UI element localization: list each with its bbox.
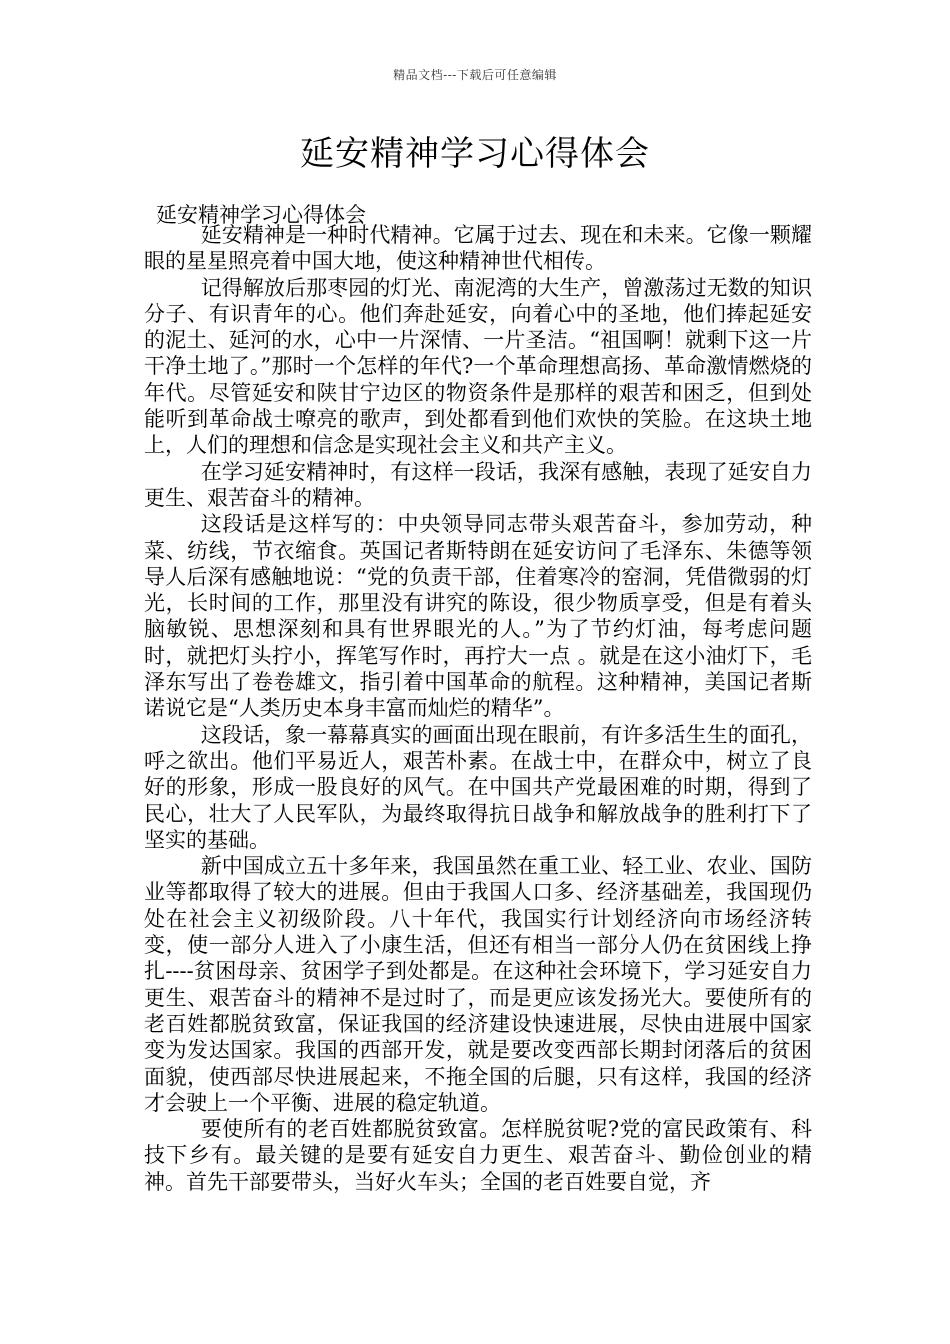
paragraph: 新中国成立五十多年来，我国虽然在重工业、轻工业、农业、国防业等都取得了较大的进展。但由于我国人口多、经济基础差，我国现仍处在社会主义初级阶段。八十年代，我国实行计划经济向市场经济转变，使一部分人进入了小康生活，但还有相当一部分人仍在贫困线上挣扎----贫困母亲、贫困学子到处都是。在这种社会环境下，学习延安自力更生、艰苦奋斗的精神不是过时了，而是更应该发扬光大。要使所有的老百姓都脱贫致富，保证我国的经济建设快速进展，尽快由进展中国家变为发达国家。我国的西部开发，就是要改变西部长期封闭落后的贫困面貌，使西部尽快进展起来，不拖全国的后腿，只有这样，我国的经济才会驶上一个平衡、进展的稳定轨道。: [144, 854, 812, 1115]
paragraph: 记得解放后那枣园的灯光、南泥湾的大生产，曾激荡过无数的知识分子、有识青年的心。他们奔赴延安，向着心中的圣地，他们捧起延安的泥土、延河的水，心中一片深情、一片圣洁。“祖国啊！就剩下这一片干净土地了。”那时一个怎样的年代?一个革命理想高扬、革命激情燃烧的年代。尽管延安和陕甘宁边区的物资条件是那样的艰苦和困乏，但到处能听到革命战士嘹亮的歌声，到处都看到他们欢快的笑脸。在这块土地上，人们的理想和信念是实现社会主义和共产主义。: [144, 275, 812, 458]
paragraph: 延安精神是一种时代精神。它属于过去、现在和未来。它像一颗耀眼的星星照亮着中国大地，使这种精神世代相传。: [144, 223, 812, 274]
paragraph: 这段话是这样写的：中央领导同志带头艰苦奋斗，参加劳动，种菜、纺线，节衣缩食。英国记者斯特朗在延安访问了毛泽东、朱德等领导人后深有感触地说：“党的负责干部，住着寒冷的窑洞，凭借微弱的灯光，长时间的工作，那里没有讲究的陈设，很少物质享受，但是有着头脑敏锐、思想深刻和具有世界眼光的人。”为了节约灯油，每考虑问题时，就把灯头拧小，挥笔写作时，再拧大一点 。就是在这小油灯下，毛泽东写出了卷卷雄文，指引着中国革命的航程。这种精神，美国记者斯诺说它是“人类历史本身丰富而灿烂的精华”。: [144, 512, 812, 721]
document-subtitle: 延安精神学习心得体会: [156, 203, 366, 227]
document-body: [144, 222, 812, 1195]
document-title: 延安精神学习心得体会: [300, 134, 650, 174]
paragraph: 要使所有的老百姓都脱贫致富。怎样脱贫呢?党的富民政策有、科技下乡有。最关键的是要有延安自力更生、艰苦奋斗、勤俭创业的精神。首先干部要带头，当好火车头；全国的老百姓要自觉，齐: [144, 1117, 812, 1194]
paragraph: 这段话，象一幕幕真实的画面出现在眼前，有许多活生生的面孔，呼之欲出。他们平易近人，艰苦朴素。在战士中，在群众中，树立了良好的形象，形成一股良好的风气。在中国共产党最困难的时期，得到了民心，壮大了人民军队，为最终取得抗日战争和解放战争的胜利打下了坚实的基础。: [144, 722, 812, 852]
header-note: 精品文档---下载后可任意编辑: [393, 68, 557, 82]
paragraph: 在学习延安精神时，有这样一段话，我深有感触，表现了延安自力更生、艰苦奋斗的精神。: [144, 459, 812, 510]
